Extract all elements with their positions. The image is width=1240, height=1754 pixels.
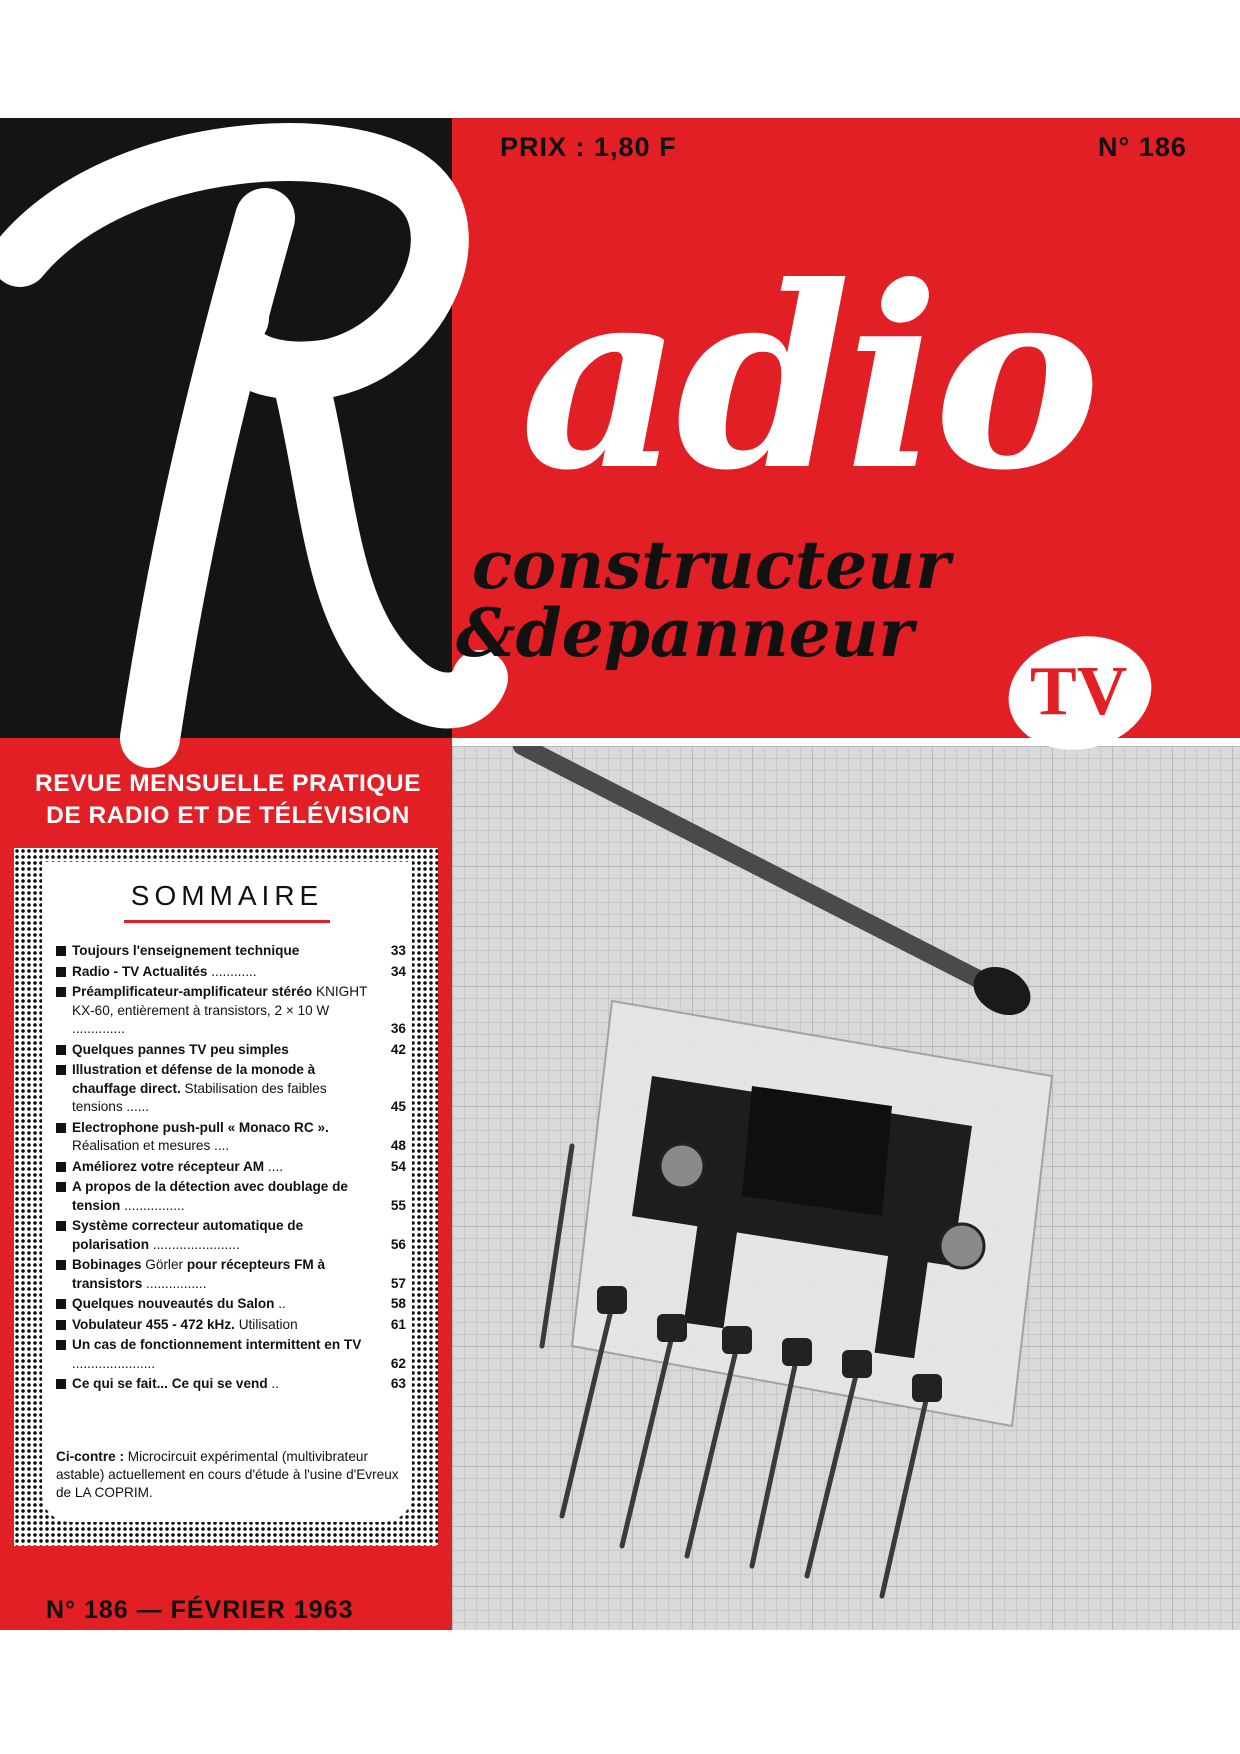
toc-entry-bold: Illustration et défense de la monode à chauffage direct. (72, 1062, 316, 1096)
toc-entry-bold: pour récepteurs FM à transistors (72, 1257, 326, 1291)
bullet-square-icon (56, 967, 66, 977)
bullet-square-icon (56, 1340, 66, 1350)
toc-entry-title (72, 1061, 406, 1117)
toc-page-number: 34 (390, 963, 406, 979)
toc-page-number: 63 (390, 1376, 406, 1391)
toc-entry-title (72, 1375, 406, 1394)
toc-page-number: 56 (390, 1236, 406, 1252)
microcircuit-illustration (452, 746, 1240, 1630)
toc-page-number: 48 (390, 1138, 406, 1153)
toc-page-number: 57 (390, 1275, 406, 1291)
toc-entry-rest: ...................... (72, 1355, 156, 1371)
toc-entry-bold: Quelques pannes TV peu simples (72, 1041, 289, 1057)
toc-entry-title (72, 942, 406, 961)
toc-page-number: 42 (390, 1041, 406, 1057)
toc-page-number: 45 (390, 1099, 406, 1114)
toc-entry (56, 1336, 406, 1373)
photo-caption (56, 1448, 402, 1502)
toc-entry-bold: Ce qui se fait... Ce qui se vend (72, 1376, 268, 1391)
toc-entry-title (72, 1316, 406, 1335)
tv-label: TV (1030, 653, 1128, 730)
toc-entry-bold: Vobulateur 455 - 472 kHz. (72, 1316, 235, 1332)
subtitle (28, 768, 428, 832)
toc-entry-bold: Un cas de fonctionnement intermittent en TV (72, 1337, 362, 1352)
cover-photo (452, 746, 1240, 1630)
toc-entry-rest: ............ (207, 963, 257, 979)
bullet-square-icon (56, 1065, 66, 1075)
sommaire-heading: SOMMAIRE (130, 880, 324, 911)
toc-entry-bold: Electrophone push-pull « Monaco RC ». (72, 1119, 329, 1135)
price-label: PRIX : 1,80 F (500, 132, 677, 162)
subtitle-line-2: DE RADIO ET DE TÉLÉVISION (46, 802, 410, 829)
bullet-square-icon (56, 1320, 66, 1330)
toc-entry-title (72, 1256, 406, 1293)
toc-entry (56, 1316, 406, 1335)
toc-entry-bold: Toujours l'enseignement technique (72, 943, 300, 958)
toc-entry-rest: .. (274, 1296, 286, 1311)
toc-entry-title (72, 1158, 406, 1177)
toc-entry (56, 1256, 406, 1293)
toc-page-number: 61 (390, 1316, 406, 1332)
bullet-square-icon (56, 1123, 66, 1133)
toc-entry-rest: Stabilisation des faibles tensions ...... (72, 1080, 327, 1114)
bullet-square-icon (56, 987, 66, 997)
toc-entry-rest: Utilisation (234, 1316, 298, 1332)
table-of-contents (42, 862, 412, 1522)
toc-entry-bold: A propos de la détection avec doublage de tension (72, 1179, 348, 1213)
toc-entry-title (72, 1041, 406, 1060)
toc-entry (56, 1158, 406, 1177)
toc-page-number: 36 (390, 1021, 406, 1036)
toc-entry (56, 1119, 406, 1156)
toc-entry-bold: Système correcteur automatique de polarisation (72, 1218, 304, 1252)
toc-entry (56, 963, 406, 982)
toc-page-number: 33 (390, 943, 406, 958)
caption-text: Microcircuit expérimental (multivibrateur astable) actuellement en cours d'étude à l'usine d'Evreux de LA COPRIM. (56, 1449, 399, 1500)
toc-entry-rest: ....................... (149, 1236, 240, 1252)
toc-entry-title (72, 963, 406, 982)
toc-entry-rest: .... (264, 1158, 284, 1174)
toc-entry (56, 983, 406, 1039)
toc-entry-title (72, 1119, 406, 1156)
heading-underline (124, 920, 330, 923)
subtitle-line-1: REVUE MENSUELLE PRATIQUE (35, 770, 421, 797)
issue-date: N° 186 — FÉVRIER 1963 (46, 1596, 354, 1624)
toc-page-number: 62 (390, 1355, 406, 1371)
toc-entry-title (72, 1295, 406, 1314)
bullet-square-icon (56, 1221, 66, 1231)
toc-entry-rest: ................ (142, 1275, 207, 1291)
title-constructeur: constructeur (472, 526, 951, 604)
bullet-square-icon (56, 1299, 66, 1309)
issue-number: N° 186 (1098, 132, 1187, 162)
magazine-cover (0, 118, 1240, 1630)
toc-list (56, 942, 406, 1396)
bullet-square-icon (56, 1045, 66, 1055)
toc-entry (56, 1041, 406, 1060)
toc-page-number: 55 (390, 1197, 406, 1213)
toc-entry-title (72, 1217, 406, 1254)
toc-entry-bold: Améliorez votre récepteur AM (72, 1158, 265, 1174)
toc-entry-title (72, 1178, 406, 1215)
toc-entry-bold: Préamplificateur-amplificateur stéréo (72, 984, 313, 999)
caption-lead: Ci-contre : (56, 1449, 124, 1464)
bullet-square-icon (56, 1260, 66, 1270)
toc-entry-title (72, 1336, 406, 1373)
toc-entry-title (72, 983, 406, 1039)
title-adio: adio (520, 231, 1095, 525)
toc-entry-rest: Réalisation et mesures .... (72, 1138, 230, 1153)
toc-entry (56, 942, 406, 961)
toc-entry-rest: KNIGHT KX-60, entièrement à transistors, 2 × 10 W .............. (72, 984, 368, 1036)
toc-entry (56, 1217, 406, 1254)
toc-entry-rest: ................ (120, 1197, 185, 1213)
title-depanneur: &depanneur (456, 594, 914, 672)
bullet-square-icon (56, 1379, 66, 1389)
toc-entry-bold: Quelques nouveautés du Salon (72, 1296, 275, 1311)
bullet-square-icon (56, 1162, 66, 1172)
toc-entry (56, 1178, 406, 1215)
toc-entry-bold: Bobinages (72, 1257, 142, 1272)
toc-page-number: 58 (390, 1296, 406, 1311)
toc-page-number: 54 (390, 1158, 406, 1174)
toc-entry (56, 1295, 406, 1314)
bullet-square-icon (56, 1182, 66, 1192)
bullet-square-icon (56, 946, 66, 956)
toc-entry (56, 1375, 406, 1394)
toc-entry-rest: .. (267, 1376, 279, 1391)
toc-entry (56, 1061, 406, 1117)
toc-entry-rest: Görler (141, 1257, 187, 1272)
toc-entry-bold: Radio - TV Actualités (72, 963, 208, 979)
